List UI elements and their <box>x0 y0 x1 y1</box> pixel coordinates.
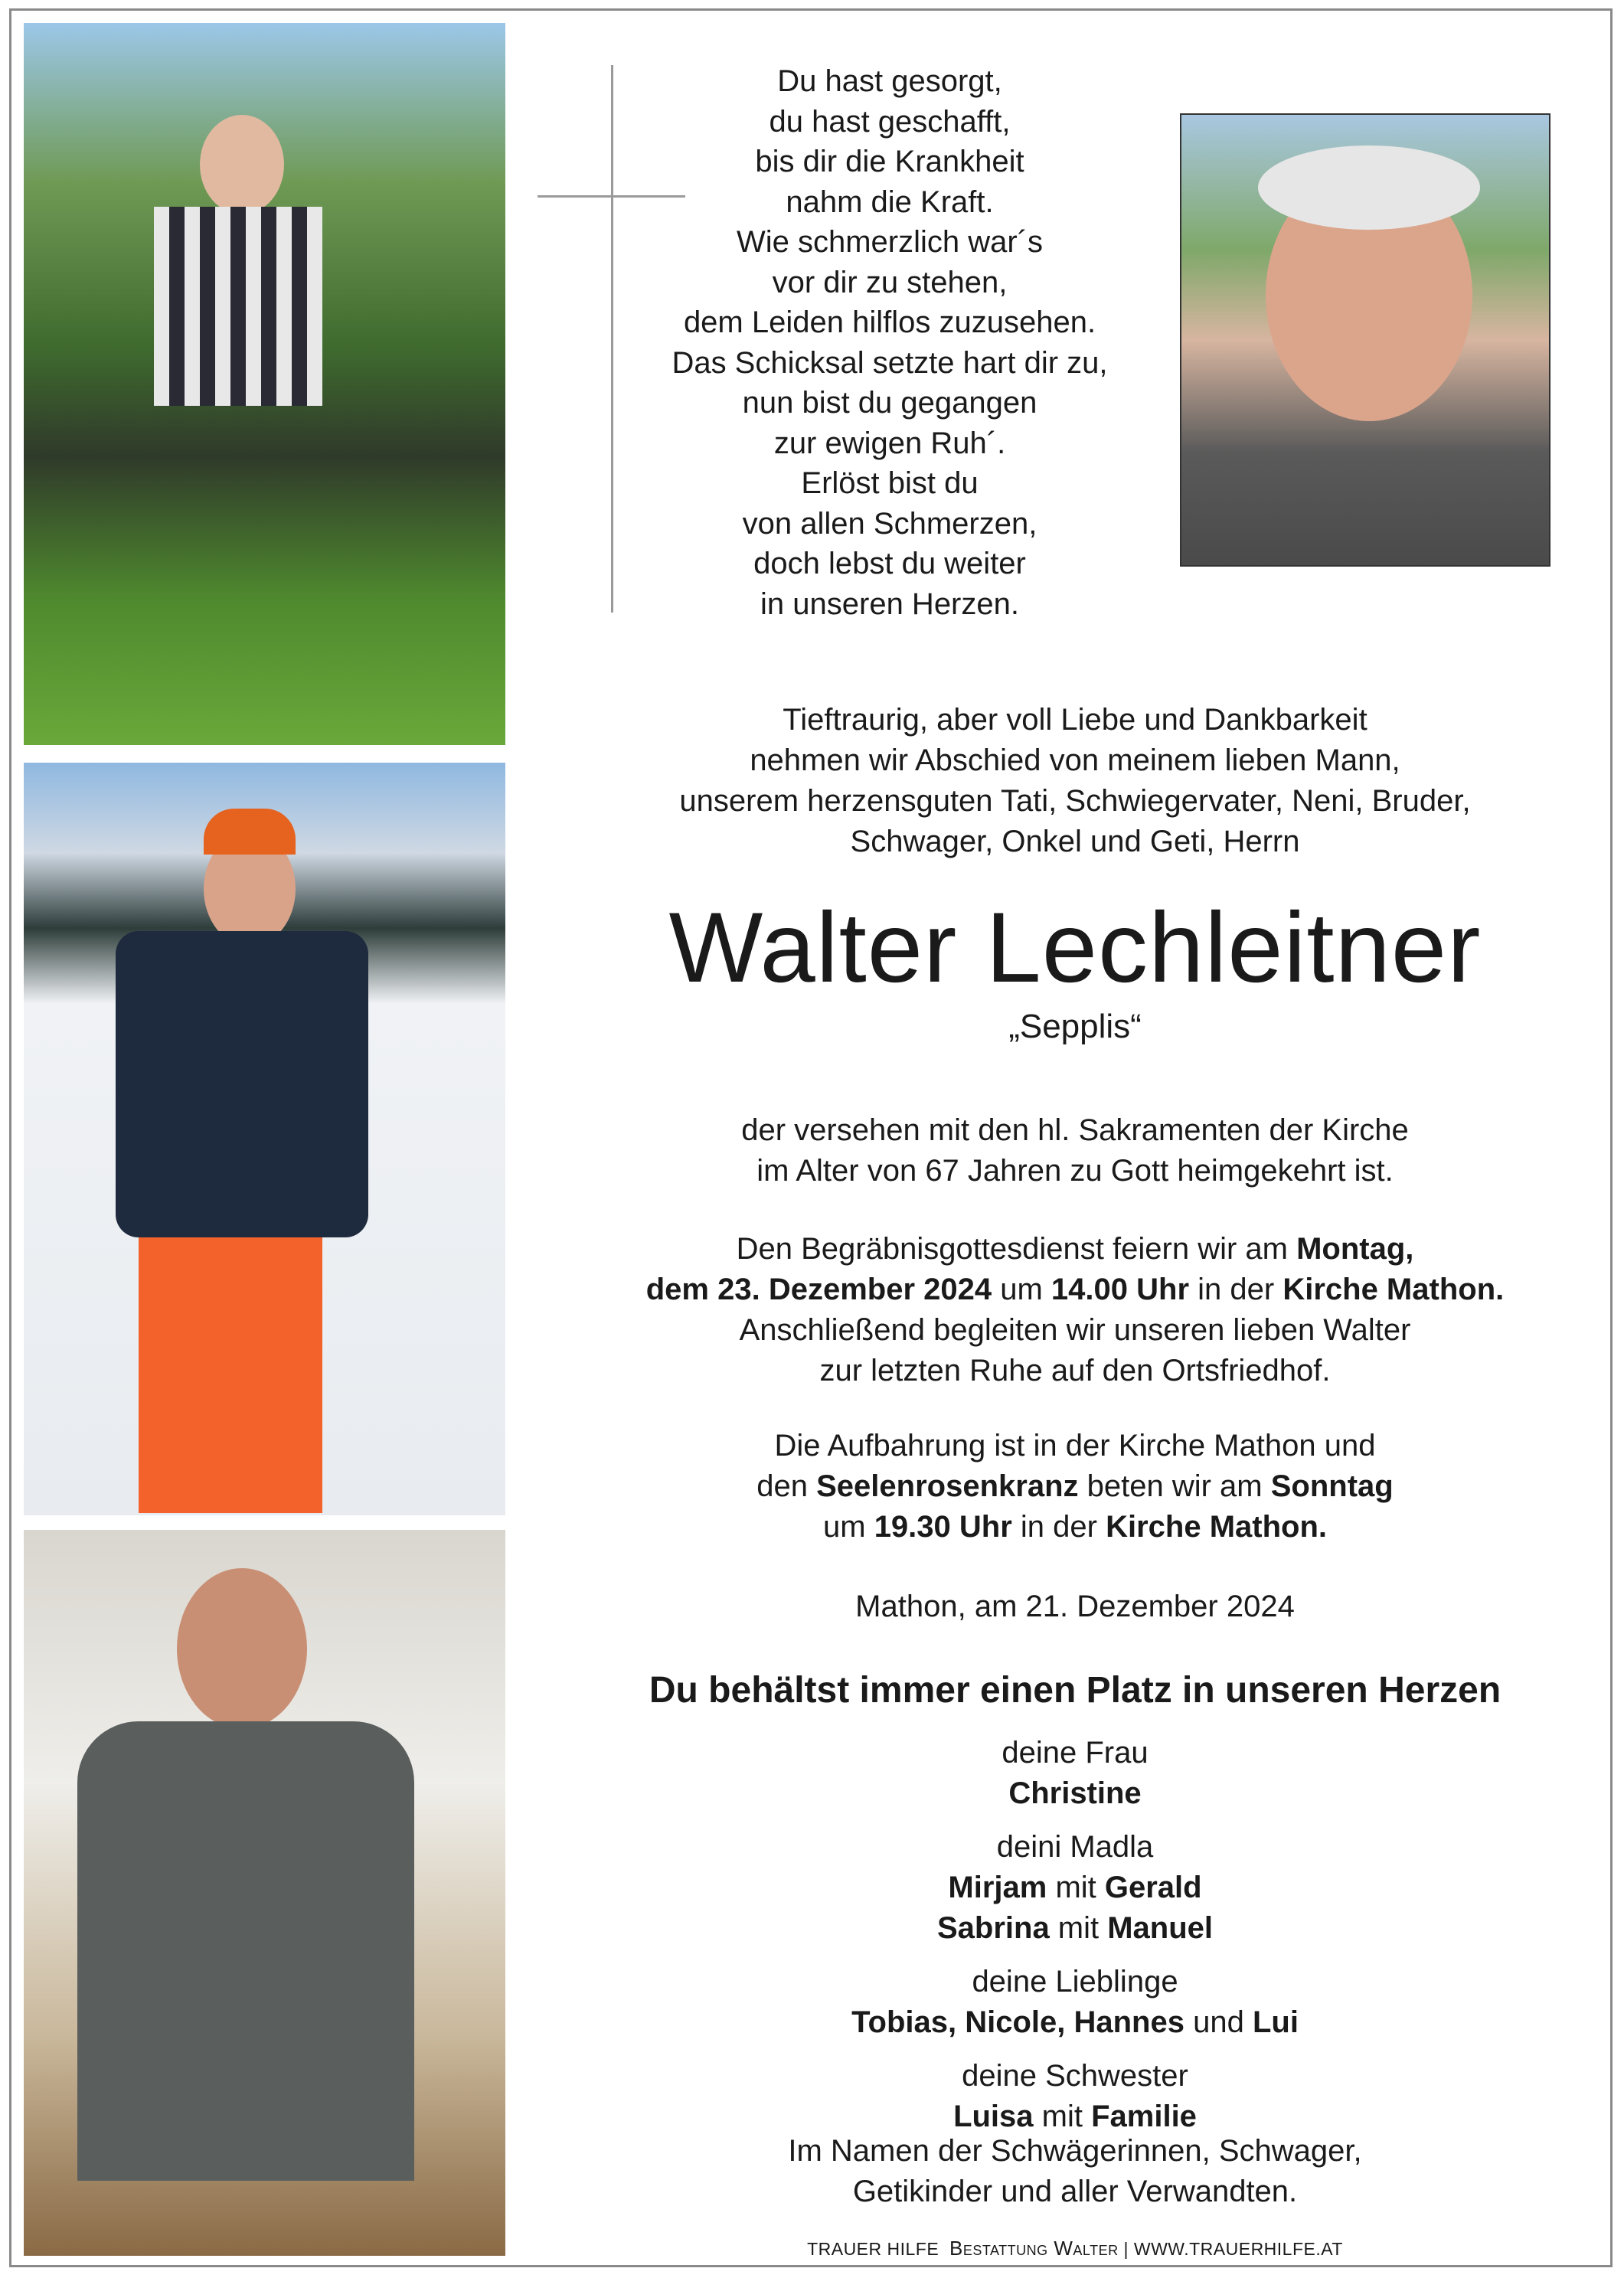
family-name: Manuel <box>1107 1911 1214 1945</box>
text: um <box>823 1510 874 1544</box>
sacrament-text <box>577 1110 1573 1191</box>
poem-line: nun bist du gegangen <box>742 386 1037 420</box>
text: Den Begräbnisgottesdienst feiern wir am <box>736 1232 1297 1266</box>
funeral-time: 14.00 Uhr <box>1051 1273 1190 1306</box>
closing-text <box>577 2131 1573 2212</box>
family-name: Christine <box>1008 1776 1142 1810</box>
funeral-info <box>577 1229 1573 1391</box>
relation-label: deini Madla <box>996 1830 1154 1864</box>
text: den <box>756 1469 817 1503</box>
text: mit <box>1033 2100 1092 2133</box>
poem <box>583 61 1196 624</box>
poem-line: zur ewigen Ruh´. <box>773 426 1006 460</box>
poem-line: dem Leiden hilflos zuzusehen. <box>683 306 1096 339</box>
sacrament-line: der versehen mit den hl. Sakramenten der Kirche <box>741 1113 1409 1147</box>
text: Anschließend begleiten wir unseren lieben Walter <box>739 1313 1411 1347</box>
photo-man-skiing <box>24 763 505 1515</box>
nickname: „Sepplis“ <box>1008 1008 1142 1045</box>
funeral-date: dem 23. Dezember 2024 <box>645 1273 992 1306</box>
text: zur letzten Ruhe auf den Ortsfriedhof. <box>819 1354 1331 1387</box>
text: in der <box>1011 1510 1106 1544</box>
text: beten wir am <box>1078 1469 1271 1503</box>
sacrament-line: im Alter von 67 Jahren zu Gott heimgekehrt ist. <box>756 1154 1394 1188</box>
family-name: Lui <box>1252 2005 1299 2039</box>
funeral-location: Kirche Mathon. <box>1283 1273 1505 1306</box>
photo-man-workshop <box>24 1530 505 2256</box>
footer-separator: | <box>1123 2239 1129 2259</box>
poem-line: du hast geschafft, <box>769 104 1011 139</box>
text: in der <box>1189 1273 1283 1306</box>
poem-line: Wie schmerzlich war´s <box>736 225 1044 259</box>
family-list <box>577 1733 1573 2137</box>
text: Die Aufbahrung ist in der Kirche Mathon und <box>774 1429 1376 1463</box>
poem-line: Du hast gesorgt, <box>777 64 1002 98</box>
family-name: Tobias, Nicole, Hannes <box>851 2005 1185 2039</box>
closing-line: Im Namen der Schwägerinnen, Schwager, <box>788 2134 1362 2168</box>
family-name: Mirjam <box>948 1871 1047 1904</box>
poem-line: nahm die Kraft. <box>786 185 994 219</box>
date-line: Mathon, am 21. Dezember 2024 <box>855 1590 1295 1623</box>
text: mit <box>1049 1911 1108 1945</box>
poem-line: in unseren Herzen. <box>760 587 1019 621</box>
poem-line: vor dir zu stehen, <box>772 265 1008 299</box>
relation-label: deine Frau <box>1002 1736 1149 1770</box>
text: und <box>1184 2005 1253 2039</box>
family-name: Luisa <box>953 2100 1034 2133</box>
relation-label: deine Lieblinge <box>972 1965 1178 1999</box>
photo-man-on-tractor <box>24 23 505 745</box>
footer-url[interactable]: WWW.TRAUERHILFE.AT <box>1133 2239 1343 2259</box>
poem-line: von allen Schmerzen, <box>742 506 1037 541</box>
intro-line: unserem herzensguten Tati, Schwiegervater, Neni, Bruder, <box>679 784 1471 818</box>
intro-line: nehmen wir Abschied von meinem lieben Mann, <box>750 744 1400 777</box>
family-name: Familie <box>1091 2100 1197 2133</box>
poem-line: doch lebst du weiter <box>753 547 1026 580</box>
wake-info <box>577 1426 1573 1548</box>
footer <box>577 2237 1573 2260</box>
text: um <box>992 1273 1051 1306</box>
intro-text <box>577 700 1573 862</box>
footer-brand: TRAUER HILFE <box>807 2239 939 2259</box>
rosary: Seelenrosenkranz <box>816 1469 1079 1503</box>
poem-line: Das Schicksal setzte hart dir zu, <box>671 345 1108 380</box>
rosary-time: 19.30 Uhr <box>874 1510 1012 1544</box>
text: mit <box>1047 1871 1105 1904</box>
family-heading: Du behältst immer einen Platz in unseren Herzen <box>649 1670 1501 1711</box>
rosary-location: Kirche Mathon. <box>1106 1510 1327 1544</box>
portrait-photo <box>1180 113 1550 567</box>
intro-line: Schwager, Onkel und Geti, Herrn <box>850 825 1300 858</box>
poem-line: Erlöst bist du <box>801 466 979 500</box>
deceased-name: Walter Lechleitner <box>668 891 1482 1003</box>
intro-line: Tieftraurig, aber voll Liebe und Dankbarkeit <box>783 703 1367 737</box>
family-name: Gerald <box>1104 1871 1202 1904</box>
family-name: Sabrina <box>936 1911 1050 1945</box>
rosary-day: Sonntag <box>1270 1469 1394 1503</box>
funeral-day: Montag, <box>1296 1232 1414 1266</box>
closing-line: Getikinder und aller Verwandten. <box>852 2175 1298 2208</box>
relation-label: deine Schwester <box>962 2059 1188 2093</box>
footer-undertaker: Bestattung Walter <box>949 2237 1119 2260</box>
poem-line: bis dir die Krankheit <box>755 145 1024 178</box>
